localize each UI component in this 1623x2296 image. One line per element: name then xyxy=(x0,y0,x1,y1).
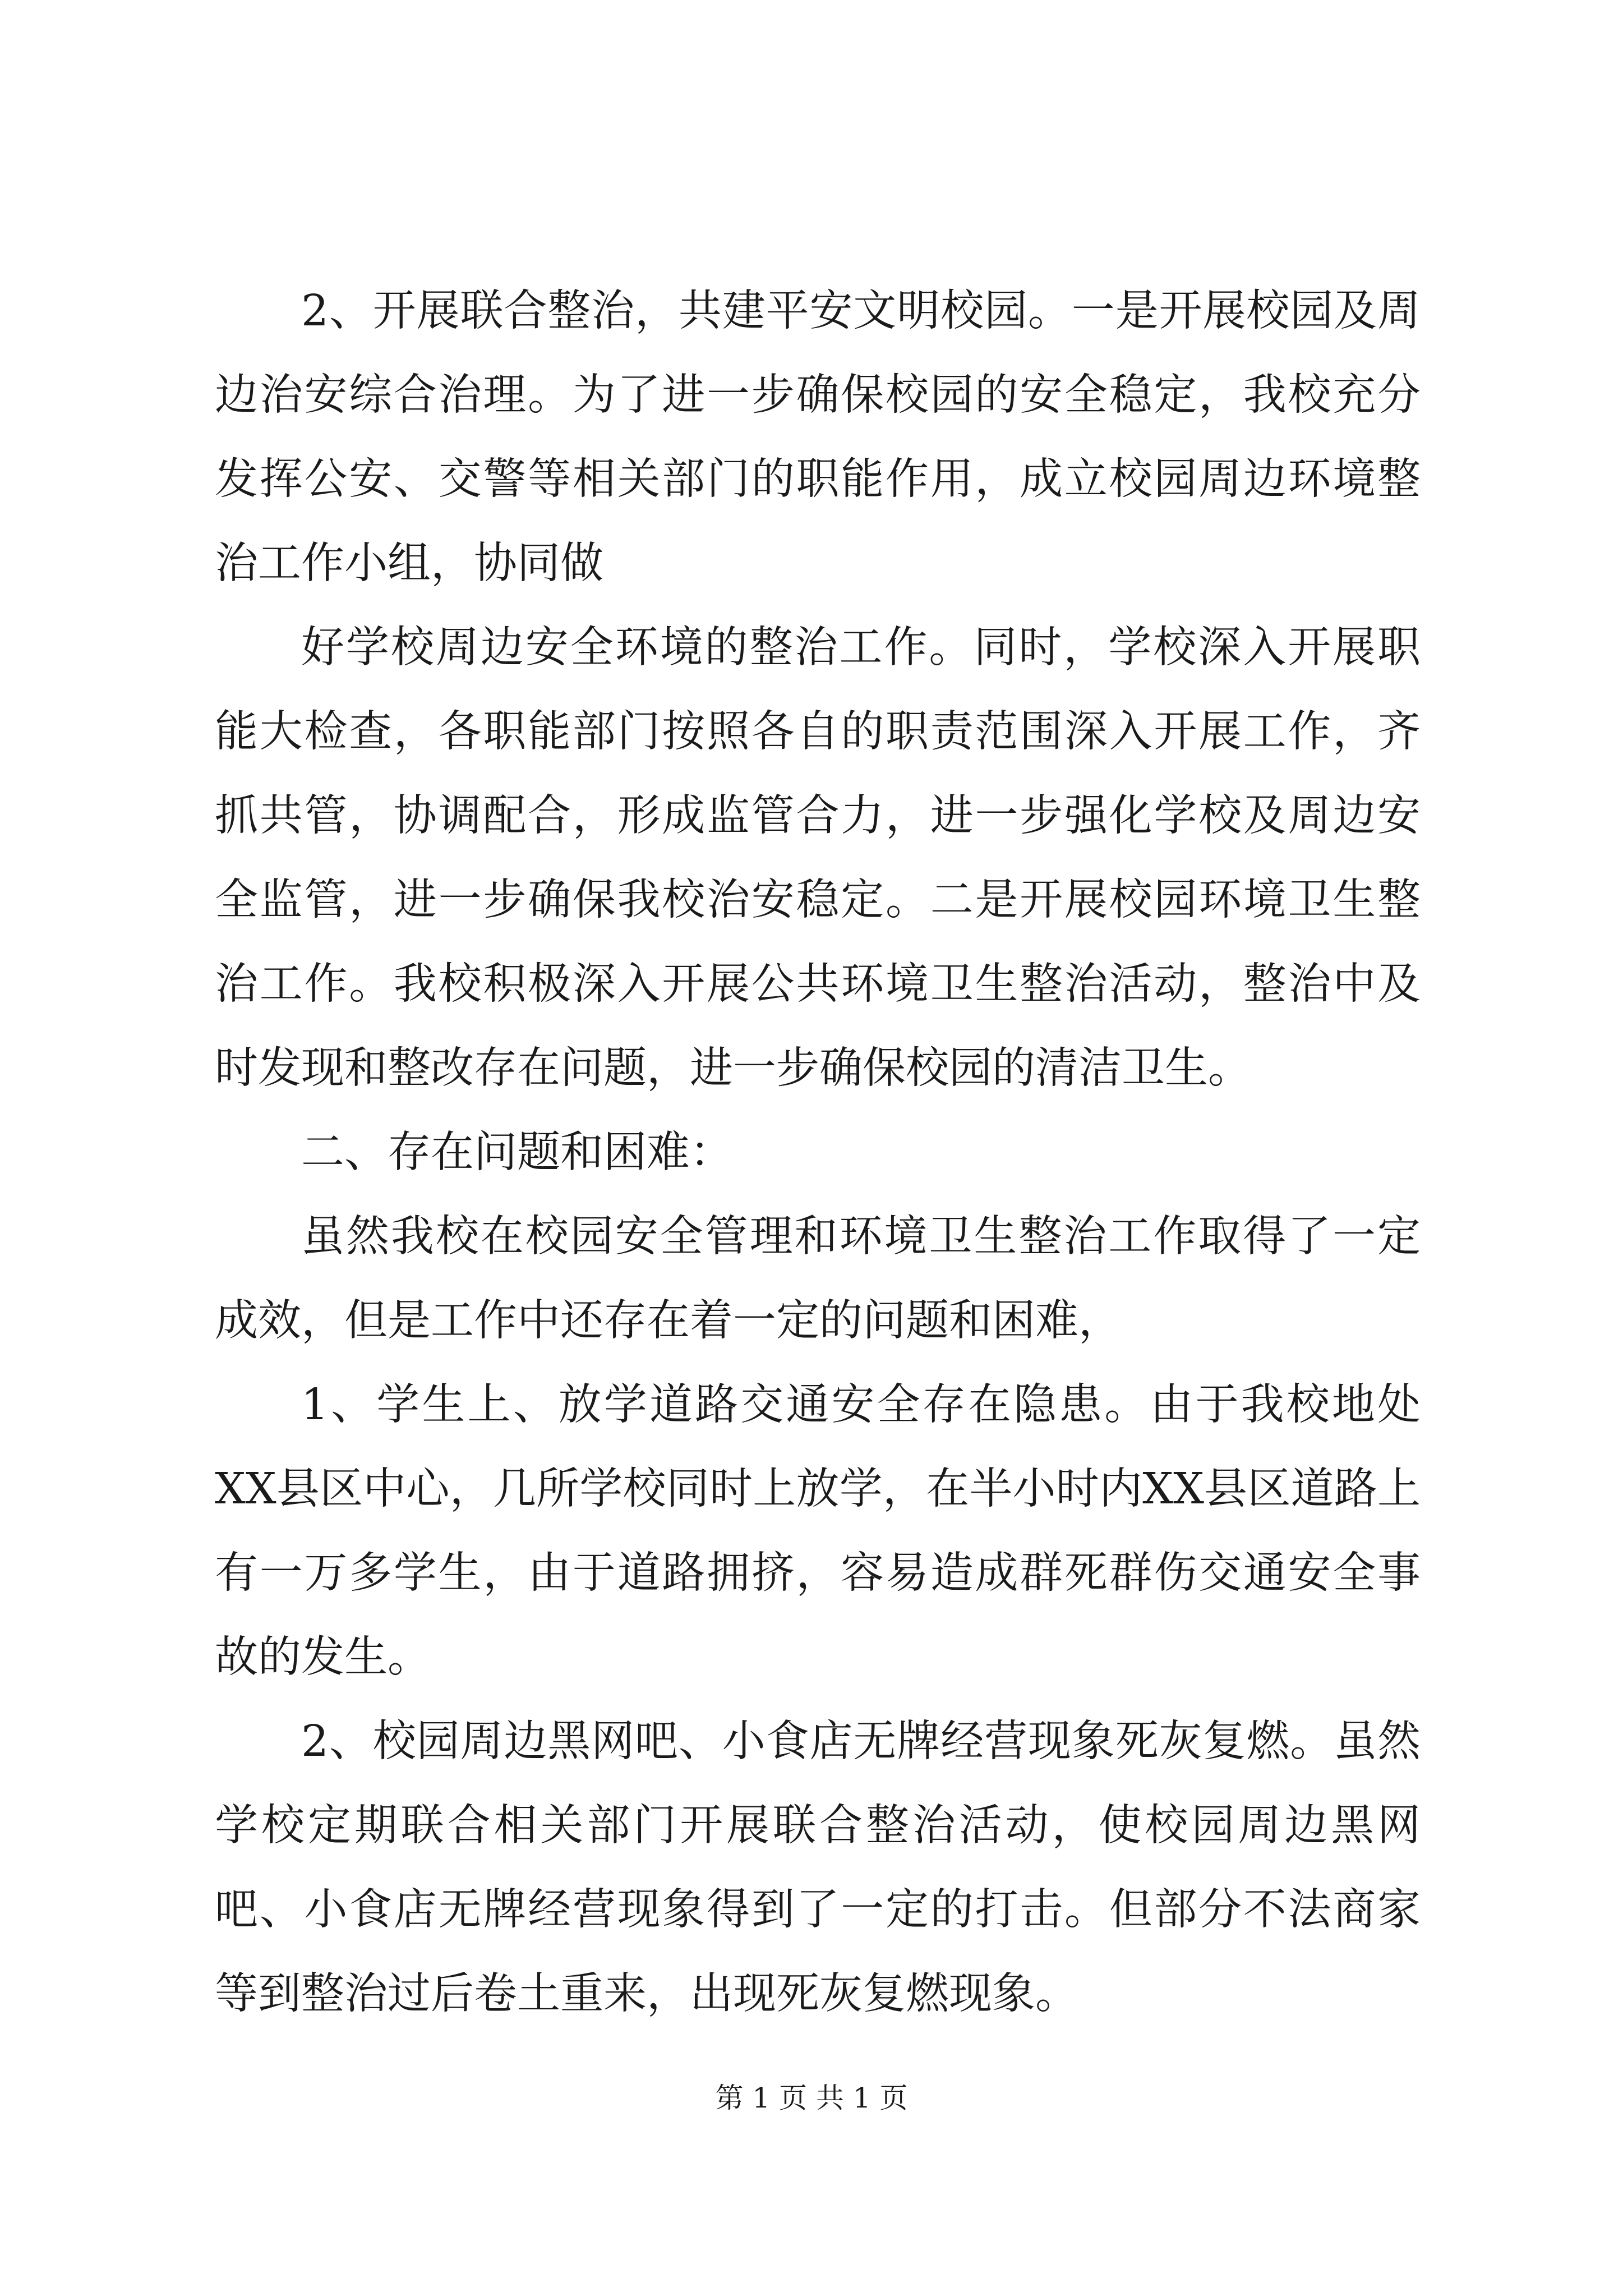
document-body xyxy=(215,269,1421,2036)
paragraph-illegal-shops: 2、校园周边黑网吧、小食店无牌经营现象死灰复燃。虽然学校定期联合相关部门开展联合整治活动，使校园周边黑网吧、小食店无牌经营现象得到了一定的打击。但部分不法商家等到整治过后卷土重来，出现死灰复燃现象。 xyxy=(215,1717,1421,2019)
paragraph-traffic-safety: 1、学生上、放学道路交通安全存在隐患。由于我校地处XX县区中心，几所学校同时上放学，在半小时内XX县区道路上有一万多学生，由于道路拥挤，容易造成群死群伤交通安全事故的发生。 xyxy=(215,1380,1421,1682)
page-number-footer: 第 1 页 共 1 页 xyxy=(715,2082,908,2114)
paragraph-problems-intro: 虽然我校在校园安全管理和环境卫生整治工作取得了一定成效，但是工作中还存在着一定的问题和困难， xyxy=(215,1212,1421,1346)
paragraph-joint-rectification: 2、开展联合整治，共建平安文明校园。一是开展校园及周边治安综合治理。为了进一步确保校园的安全稳定，我校充分发挥公安、交警等相关部门的职能作用，成立校园周边环境整治工作小组，协同做 xyxy=(215,286,1421,588)
paragraph-surrounding-safety: 好学校周边安全环境的整治工作。同时，学校深入开展职能大检查，各职能部门按照各自的职责范围深入开展工作，齐抓共管，协调配合，形成监管合力，进一步强化学校及周边安全监管，进一步确保我校治安稳定。二是开展校园环境卫生整治工作。我校积极深入开展公共环境卫生整治活动，整治中及时发现和整改存在问题，进一步确保校园的清洁卫生。 xyxy=(215,623,1421,1093)
section-heading-problems: 二、存在问题和困难： xyxy=(301,1128,733,1177)
